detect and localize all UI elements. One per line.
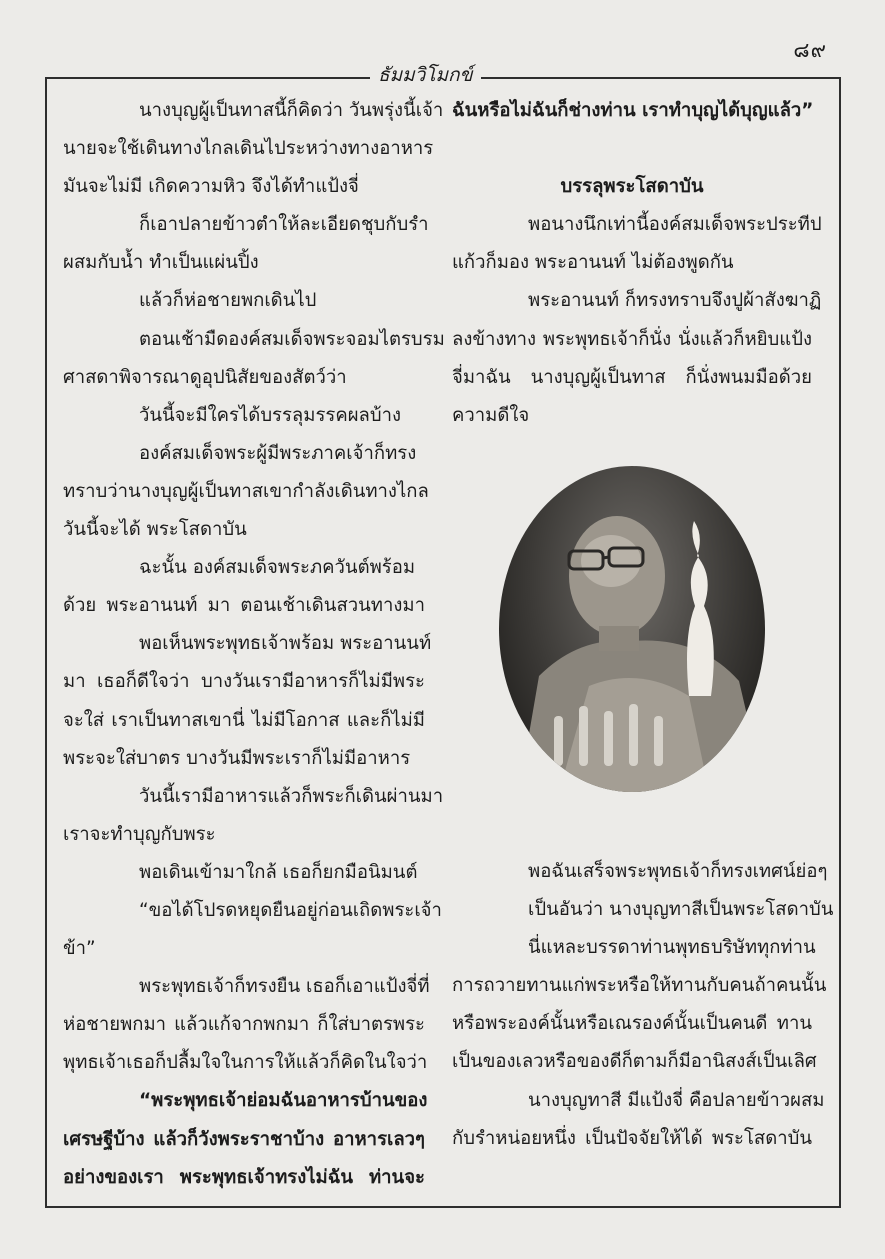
monk-portrait-photo: [499, 466, 765, 792]
text-line: ด้วย พระอานนท์ มา ตอนเช้าเดินสวนทางมา: [63, 595, 425, 617]
text-line: เศรษฐีบ้าง แล้วก็วังพระราชาบ้าง อาหารเลวๆ: [63, 1128, 425, 1150]
text-line: พอเห็นพระพุทธเจ้าพร้อม พระอานนท์: [139, 633, 432, 655]
text-line: บรรลุพระโสดาบัน: [560, 176, 704, 198]
text-line: “พระพุทธเจ้าย่อมฉันอาหารบ้านของ: [139, 1090, 428, 1112]
right-text-column-top: [452, 92, 822, 435]
text-line: ห่อชายพกมา แล้วแก้จากพกมา ก็ใส่บาตรพระ: [63, 1014, 425, 1036]
text-line: พระพุทธเจ้าก็ทรงยืน เธอก็เอาแป้งจี่ที่: [139, 976, 430, 998]
text-line: นายจะใช้เดินทางไกล เดินไประหว่างทางอาหาร: [63, 138, 434, 160]
text-line: ก็เอาปลายข้าวตำให้ละเอียดชุบกับรำ: [139, 214, 429, 236]
text-line: นางบุญผู้เป็นทาสนี้ก็คิดว่า วันพรุ่งนี้เจ้า: [139, 100, 444, 121]
text-line: นี่แหละบรรดาท่านพุทธบริษัททุกท่าน: [528, 937, 816, 959]
text-line: อย่างของเรา พระพุทธเจ้าทรงไม่ฉัน ท่านจะ: [63, 1166, 425, 1188]
text-line: องค์สมเด็จพระผู้มีพระภาคเจ้าก็ทรง: [139, 442, 417, 464]
text-line: ความดีใจ: [452, 404, 530, 426]
text-line: ฉันหรือไม่ฉันก็ช่างท่าน เราทำบุญได้บุญแล้ว”: [452, 100, 814, 121]
text-line: แล้วก็ห่อชายพกเดินไป: [139, 290, 317, 312]
left-text-column: [63, 92, 445, 1197]
text-line: วันนี้เรามีอาหารแล้วก็พระก็เดินผ่านมา: [139, 785, 444, 807]
text-line: จะใส่ เราเป็นทาสเขานี่ ไม่มีโอกาส และก็ไม่มี: [63, 709, 425, 731]
text-line: พระจะใส่บาตร บางวันมีพระเราก็ไม่มีอาหาร: [63, 747, 411, 769]
text-line: กับรำหน่อยหนึ่ง เป็นปัจจัยให้ได้ พระโสดาบัน: [452, 1127, 812, 1149]
text-line: วันนี้จะมีใครได้บรรลุมรรคผลบ้าง: [139, 404, 402, 426]
text-line: พุทธเจ้า เธอก็ปลื้มใจในการให้แล้วก็คิดในใจว่า: [63, 1052, 428, 1074]
text-line: ลงข้างทาง พระพุทธเจ้าก็นั่ง นั่งแล้วก็หยิบแป้ง: [452, 328, 812, 350]
running-header: ธัมมวิโมกข์: [370, 60, 481, 90]
text-line: ศาสดาพิจารณาดูอุปนิสัยของสัตว์ว่า: [63, 366, 347, 388]
text-line: เป็นอันว่า นางบุญทาสีเป็นพระโสดาบัน: [528, 899, 834, 921]
text-line: หรือพระองค์นั้นหรือเณรองค์นั้นเป็นคนดี ทาน: [452, 1013, 812, 1035]
text-line: ข้า”: [63, 938, 96, 960]
text-line: “ขอได้โปรดหยุดยืนอยู่ก่อนเถิดพระเจ้า: [139, 899, 442, 921]
text-line: พระอานนท์ ก็ทรงทราบจึงปูผ้าสังฆาฏิ: [528, 290, 822, 312]
text-line: ทราบว่า นางบุญผู้เป็นทาสเขากำลังเดินทางไกล: [63, 480, 429, 502]
text-line: ผสมกับน้ำ ทำเป็นแผ่นปิ้ง: [63, 252, 259, 274]
text-line: นางบุญทาสี มีแป้งจี่ คือปลายข้าวผสม: [528, 1089, 825, 1111]
text-line: วันนี้จะได้ พระโสดาบัน: [63, 519, 247, 541]
text-line: เราจะทำบุญกับพระ: [63, 823, 216, 845]
right-text-column-bottom: [452, 853, 834, 1158]
text-line: พอฉันเสร็จพระพุทธเจ้าก็ทรงเทศน์ย่อๆ: [528, 861, 828, 882]
text-line: ตอนเช้ามืดองค์สมเด็จพระจอมไตรบรม: [139, 328, 445, 350]
text-line: พอนางนึกเท่านี้องค์สมเด็จพระประทีป: [528, 214, 822, 236]
text-line: ฉะนั้น องค์สมเด็จพระภควันต์พร้อม: [139, 557, 416, 579]
page-number: ๘๙: [793, 38, 827, 62]
text-line: มา เธอก็ดีใจว่า บางวันเรามีอาหารก็ไม่มีพระ: [63, 671, 425, 693]
text-line: แก้วก็มอง พระอานนท์ ไม่ต้องพูดกัน: [452, 252, 734, 274]
text-line: การถวายทานแก่พระหรือให้ทานกับคน ถ้าคนนั้น: [452, 975, 827, 997]
text-line: [452, 130, 812, 168]
text-line: พอเดินเข้ามาใกล้ เธอก็ยกมือนิมนต์: [139, 861, 418, 883]
text-line: จี่มาฉัน นางบุญผู้เป็นทาส ก็นั่งพนมมือด้วย: [452, 366, 812, 388]
text-line: เป็นของเลวหรือของดีก็ตาม ก็มีอานิสงส์เป็นเลิศ: [452, 1051, 817, 1073]
text-line: มันจะไม่มี เกิดความหิว จึงได้ทำแป้งจี่: [63, 176, 359, 198]
